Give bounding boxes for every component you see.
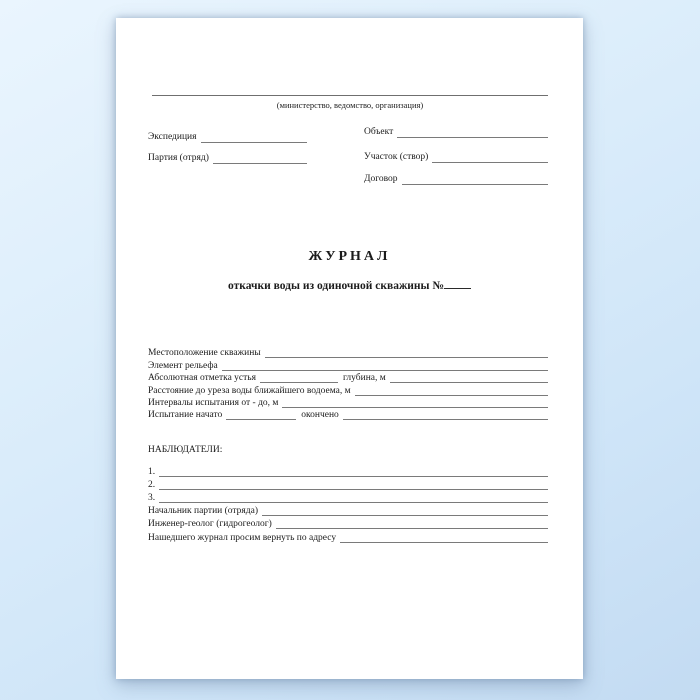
return-address-blank xyxy=(340,542,548,543)
observer-1-number: 1. xyxy=(148,467,156,478)
test-started-label: Испытание начато xyxy=(148,410,223,421)
journal-title: ЖУРНАЛ xyxy=(308,249,391,264)
observers-heading: НАБЛЮДАТЕЛИ: xyxy=(148,445,223,455)
relief-row xyxy=(148,359,548,371)
intervals-blank xyxy=(282,407,548,408)
expedition-blank xyxy=(201,142,308,143)
engineer-label: Инженер-геолог (гидрогеолог) xyxy=(148,519,272,530)
relief-blank xyxy=(222,370,548,371)
observer-3-blank xyxy=(159,502,548,503)
contract-label: Договор xyxy=(364,174,398,184)
observer-row-2 xyxy=(148,478,548,491)
object-row xyxy=(364,126,548,139)
expedition-row xyxy=(148,131,307,144)
journal-number-blank xyxy=(444,279,471,289)
test-started-blank xyxy=(226,419,296,420)
depth-label: глубина, м xyxy=(343,373,386,384)
journal-subtitle-text: откачки воды из одиночной скважины № xyxy=(228,280,444,292)
engineer-row xyxy=(148,517,548,530)
chief-row xyxy=(148,504,548,517)
return-address-label: Нашедшего журнал просим вернуть по адресу xyxy=(148,532,337,543)
return-address-row xyxy=(148,530,548,543)
elevation-label: Абсолютная отметка устья xyxy=(148,373,257,384)
site-row xyxy=(364,151,548,164)
test-dates-row xyxy=(148,409,548,421)
distance-blank xyxy=(355,395,548,396)
party-label: Партия (отряд) xyxy=(148,153,209,163)
location-blank xyxy=(265,357,548,358)
observer-1-blank xyxy=(159,476,548,477)
object-blank xyxy=(397,137,548,138)
engineer-blank xyxy=(276,528,548,529)
distance-label: Расстояние до уреза воды ближайшего водоема, м xyxy=(148,385,351,396)
elevation-row xyxy=(148,372,548,384)
relief-label: Элемент рельефа xyxy=(148,360,218,371)
site-blank xyxy=(432,162,548,163)
location-label: Местоположение скважины xyxy=(148,348,261,359)
party-blank xyxy=(213,163,307,164)
intervals-label: Интервалы испытания от - до, м xyxy=(148,397,279,408)
journal-subtitle xyxy=(116,279,583,293)
location-row xyxy=(148,347,548,359)
well-details-section xyxy=(148,347,548,421)
chief-label: Начальник партии (отряда) xyxy=(148,506,259,517)
contract-blank xyxy=(402,184,548,185)
observer-row-1 xyxy=(148,465,548,478)
test-finished-label: окончено xyxy=(301,410,339,421)
depth-blank xyxy=(390,382,548,383)
organization-blank-line xyxy=(152,95,548,96)
expedition-label: Экспедиция xyxy=(148,132,197,142)
party-row xyxy=(148,152,307,165)
site-label: Участок (створ) xyxy=(364,152,429,162)
organization-caption: (министерство, ведомство, организация) xyxy=(276,100,424,110)
test-finished-blank xyxy=(343,419,548,420)
observer-3-number: 3. xyxy=(148,493,156,504)
object-label: Объект xyxy=(364,127,394,137)
chief-blank xyxy=(262,515,548,516)
elevation-blank xyxy=(260,382,338,383)
document-page xyxy=(116,18,583,679)
intervals-row xyxy=(148,397,548,409)
observer-2-blank xyxy=(159,489,548,490)
distance-row xyxy=(148,384,548,396)
observer-row-3 xyxy=(148,491,548,504)
observers-section xyxy=(148,465,548,544)
contract-row xyxy=(364,173,548,186)
observer-2-number: 2. xyxy=(148,480,156,491)
